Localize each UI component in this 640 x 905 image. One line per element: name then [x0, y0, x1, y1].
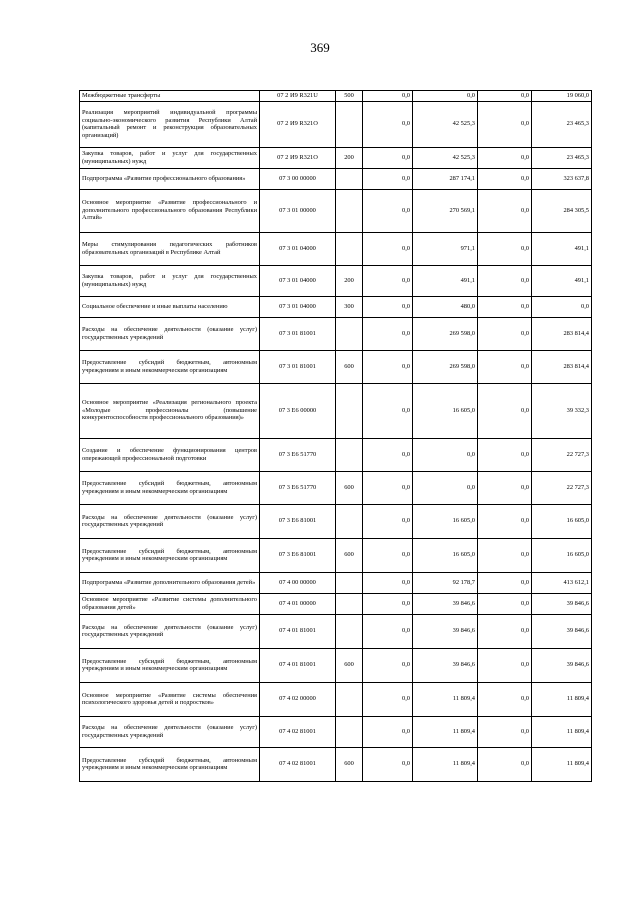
row-code: 07 4 02 81001 — [260, 747, 336, 781]
row-value-1: 0,0 — [363, 438, 413, 471]
row-expense-type — [336, 593, 363, 614]
row-expense-type: 600 — [336, 648, 363, 682]
row-value-4: 283 814,4 — [532, 317, 592, 350]
row-expense-type — [336, 383, 363, 438]
row-name: Основное мероприятие «Развитие системы дополнительного образования детей» — [80, 593, 260, 614]
table-row — [80, 265, 592, 296]
table-row — [80, 648, 592, 682]
row-name: Предоставление субсидий бюджетным, автономным учреждениям и иным некоммерческим организациям — [80, 350, 260, 383]
table-row — [80, 572, 592, 593]
table-row — [80, 350, 592, 383]
row-value-4: 22 727,3 — [532, 471, 592, 504]
row-value-2: 0,0 — [413, 438, 478, 471]
table-row — [80, 593, 592, 614]
row-value-2: 92 178,7 — [413, 572, 478, 593]
row-value-3: 0,0 — [478, 716, 532, 747]
row-expense-type — [336, 168, 363, 189]
row-code: 07 2 И9 R321U — [260, 91, 336, 102]
row-expense-type: 600 — [336, 350, 363, 383]
row-name: Расходы на обеспечение деятельности (оказание услуг) государственных учреждений — [80, 504, 260, 538]
row-value-2: 0,0 — [413, 91, 478, 102]
row-name: Расходы на обеспечение деятельности (оказание услуг) государственных учреждений — [80, 716, 260, 747]
row-value-4: 413 612,1 — [532, 572, 592, 593]
row-value-4: 39 846,6 — [532, 614, 592, 648]
row-value-4: 11 809,4 — [532, 747, 592, 781]
row-name: Предоставление субсидий бюджетным, автономным учреждениям и иным некоммерческим организациям — [80, 648, 260, 682]
row-value-4: 16 605,0 — [532, 504, 592, 538]
row-value-4: 323 637,8 — [532, 168, 592, 189]
row-expense-type: 500 — [336, 91, 363, 102]
row-value-3: 0,0 — [478, 296, 532, 317]
row-value-3: 0,0 — [478, 147, 532, 168]
row-value-2: 269 598,0 — [413, 350, 478, 383]
row-value-2: 16 605,0 — [413, 538, 478, 572]
table-row — [80, 101, 592, 147]
row-value-2: 16 605,0 — [413, 383, 478, 438]
row-value-1: 0,0 — [363, 317, 413, 350]
row-value-4: 16 605,0 — [532, 538, 592, 572]
row-value-2: 39 846,6 — [413, 648, 478, 682]
row-expense-type — [336, 438, 363, 471]
row-value-4: 0,0 — [532, 296, 592, 317]
row-expense-type: 600 — [336, 538, 363, 572]
row-value-4: 39 332,3 — [532, 383, 592, 438]
row-value-1: 0,0 — [363, 682, 413, 716]
row-name: Основное мероприятие «Развитие профессионального и дополнительного профессионального образования Республики Алтай» — [80, 189, 260, 232]
row-value-2: 971,1 — [413, 232, 478, 265]
row-code: 07 2 И9 R321O — [260, 147, 336, 168]
row-expense-type: 600 — [336, 471, 363, 504]
row-name: Меры стимулирования педагогических работников образовательных организаций в Республике Алтай — [80, 232, 260, 265]
row-value-4: 39 846,6 — [532, 648, 592, 682]
row-name: Социальное обеспечение и иные выплаты населению — [80, 296, 260, 317]
row-name: Предоставление субсидий бюджетным, автономным учреждениям и иным некоммерческим организациям — [80, 747, 260, 781]
table-row — [80, 438, 592, 471]
row-value-2: 11 809,4 — [413, 716, 478, 747]
row-expense-type — [336, 101, 363, 147]
row-value-3: 0,0 — [478, 317, 532, 350]
row-expense-type: 600 — [336, 747, 363, 781]
row-value-3: 0,0 — [478, 471, 532, 504]
table-row — [80, 538, 592, 572]
row-value-1: 0,0 — [363, 747, 413, 781]
row-value-1: 0,0 — [363, 504, 413, 538]
row-value-1: 0,0 — [363, 572, 413, 593]
table-row — [80, 296, 592, 317]
table-row — [80, 147, 592, 168]
table-row — [80, 471, 592, 504]
row-expense-type — [336, 682, 363, 716]
row-value-3: 0,0 — [478, 438, 532, 471]
table-row — [80, 317, 592, 350]
row-value-1: 0,0 — [363, 232, 413, 265]
row-name: Создание и обеспечение функционирования центров опережающей профессиональной подготовки — [80, 438, 260, 471]
row-code: 07 2 И9 R321O — [260, 101, 336, 147]
table-row — [80, 383, 592, 438]
row-expense-type — [336, 504, 363, 538]
table-row — [80, 91, 592, 102]
row-value-1: 0,0 — [363, 265, 413, 296]
row-code: 07 4 01 00000 — [260, 593, 336, 614]
row-code: 07 3 E6 51770 — [260, 471, 336, 504]
row-value-2: 11 809,4 — [413, 682, 478, 716]
row-value-2: 0,0 — [413, 471, 478, 504]
row-name: Основное мероприятие «Развитие системы обеспечения психологического здоровья детей и подростков» — [80, 682, 260, 716]
row-code: 07 3 E6 00000 — [260, 383, 336, 438]
row-value-1: 0,0 — [363, 538, 413, 572]
row-value-3: 0,0 — [478, 747, 532, 781]
row-name: Расходы на обеспечение деятельности (оказание услуг) государственных учреждений — [80, 614, 260, 648]
row-name: Предоставление субсидий бюджетным, автономным учреждениям и иным некоммерческим организациям — [80, 538, 260, 572]
row-value-3: 0,0 — [478, 168, 532, 189]
row-value-2: 270 569,1 — [413, 189, 478, 232]
row-code: 07 3 E6 51770 — [260, 438, 336, 471]
table-row — [80, 614, 592, 648]
row-code: 07 3 01 00000 — [260, 189, 336, 232]
row-value-2: 42 525,3 — [413, 147, 478, 168]
row-code: 07 3 01 04000 — [260, 265, 336, 296]
row-expense-type — [336, 189, 363, 232]
row-value-1: 0,0 — [363, 189, 413, 232]
row-code: 07 3 01 04000 — [260, 296, 336, 317]
row-value-4: 22 727,3 — [532, 438, 592, 471]
row-code: 07 4 01 81001 — [260, 614, 336, 648]
row-code: 07 3 01 81001 — [260, 317, 336, 350]
row-value-3: 0,0 — [478, 383, 532, 438]
budget-table — [79, 90, 592, 782]
row-value-4: 11 809,4 — [532, 716, 592, 747]
table-row — [80, 682, 592, 716]
row-value-3: 0,0 — [478, 538, 532, 572]
page-number: 369 — [310, 40, 330, 55]
row-value-3: 0,0 — [478, 232, 532, 265]
row-expense-type — [336, 716, 363, 747]
row-code: 07 3 E6 81001 — [260, 504, 336, 538]
row-code: 07 3 00 00000 — [260, 168, 336, 189]
row-name: Межбюджетные трансферты — [80, 91, 260, 102]
row-value-1: 0,0 — [363, 716, 413, 747]
row-expense-type — [336, 614, 363, 648]
row-value-1: 0,0 — [363, 101, 413, 147]
row-value-3: 0,0 — [478, 593, 532, 614]
table-row — [80, 189, 592, 232]
row-value-1: 0,0 — [363, 296, 413, 317]
row-value-2: 269 598,0 — [413, 317, 478, 350]
row-code: 07 3 E6 81001 — [260, 538, 336, 572]
row-expense-type — [336, 232, 363, 265]
table-row — [80, 168, 592, 189]
row-value-2: 39 846,6 — [413, 614, 478, 648]
table-row — [80, 232, 592, 265]
row-value-3: 0,0 — [478, 189, 532, 232]
row-value-3: 0,0 — [478, 91, 532, 102]
row-value-3: 0,0 — [478, 648, 532, 682]
table-row — [80, 716, 592, 747]
row-code: 07 4 02 81001 — [260, 716, 336, 747]
row-value-4: 23 465,3 — [532, 101, 592, 147]
row-value-3: 0,0 — [478, 101, 532, 147]
row-value-2: 39 846,6 — [413, 593, 478, 614]
row-code: 07 3 01 04000 — [260, 232, 336, 265]
row-value-4: 11 809,4 — [532, 682, 592, 716]
row-code: 07 4 00 00000 — [260, 572, 336, 593]
row-value-4: 491,1 — [532, 232, 592, 265]
row-value-4: 491,1 — [532, 265, 592, 296]
row-name: Расходы на обеспечение деятельности (оказание услуг) государственных учреждений — [80, 317, 260, 350]
row-value-1: 0,0 — [363, 350, 413, 383]
row-value-4: 19 060,0 — [532, 91, 592, 102]
row-value-2: 491,1 — [413, 265, 478, 296]
table-row — [80, 747, 592, 781]
row-expense-type — [336, 317, 363, 350]
row-name: Закупка товаров, работ и услуг для государственных (муниципальных) нужд — [80, 147, 260, 168]
row-value-3: 0,0 — [478, 572, 532, 593]
row-value-1: 0,0 — [363, 383, 413, 438]
row-value-4: 283 814,4 — [532, 350, 592, 383]
row-value-3: 0,0 — [478, 350, 532, 383]
row-value-1: 0,0 — [363, 471, 413, 504]
row-value-4: 23 465,3 — [532, 147, 592, 168]
row-value-3: 0,0 — [478, 265, 532, 296]
row-name: Подпрограмма «Развитие профессионального образования» — [80, 168, 260, 189]
row-value-2: 480,0 — [413, 296, 478, 317]
row-value-1: 0,0 — [363, 648, 413, 682]
row-value-4: 284 305,5 — [532, 189, 592, 232]
row-value-3: 0,0 — [478, 504, 532, 538]
row-expense-type: 200 — [336, 265, 363, 296]
row-code: 07 4 02 00000 — [260, 682, 336, 716]
table-row — [80, 504, 592, 538]
row-value-3: 0,0 — [478, 614, 532, 648]
row-value-2: 287 174,1 — [413, 168, 478, 189]
row-value-1: 0,0 — [363, 91, 413, 102]
row-name: Предоставление субсидий бюджетным, автономным учреждениям и иным некоммерческим организациям — [80, 471, 260, 504]
row-name: Закупка товаров, работ и услуг для государственных (муниципальных) нужд — [80, 265, 260, 296]
row-value-2: 16 605,0 — [413, 504, 478, 538]
row-value-3: 0,0 — [478, 682, 532, 716]
row-expense-type — [336, 572, 363, 593]
row-value-1: 0,0 — [363, 614, 413, 648]
row-expense-type: 300 — [336, 296, 363, 317]
row-name: Реализация мероприятий индивидуальной программы социально-экономического развития Республики Алтай (капитальный ремонт и реконструкция образовательных организаций) — [80, 101, 260, 147]
row-value-1: 0,0 — [363, 147, 413, 168]
row-value-2: 42 525,3 — [413, 101, 478, 147]
row-expense-type: 200 — [336, 147, 363, 168]
row-value-1: 0,0 — [363, 168, 413, 189]
budget-table-body — [80, 91, 592, 782]
row-name: Подпрограмма «Развитие дополнительного образования детей» — [80, 572, 260, 593]
row-code: 07 3 01 81001 — [260, 350, 336, 383]
row-value-2: 11 809,4 — [413, 747, 478, 781]
row-code: 07 4 01 81001 — [260, 648, 336, 682]
row-name: Основное мероприятие «Реализация регионального проекта «Молодые профессионалы (повышение конкурентоспособности профессионального образования)» — [80, 383, 260, 438]
row-value-4: 39 846,6 — [532, 593, 592, 614]
row-value-1: 0,0 — [363, 593, 413, 614]
